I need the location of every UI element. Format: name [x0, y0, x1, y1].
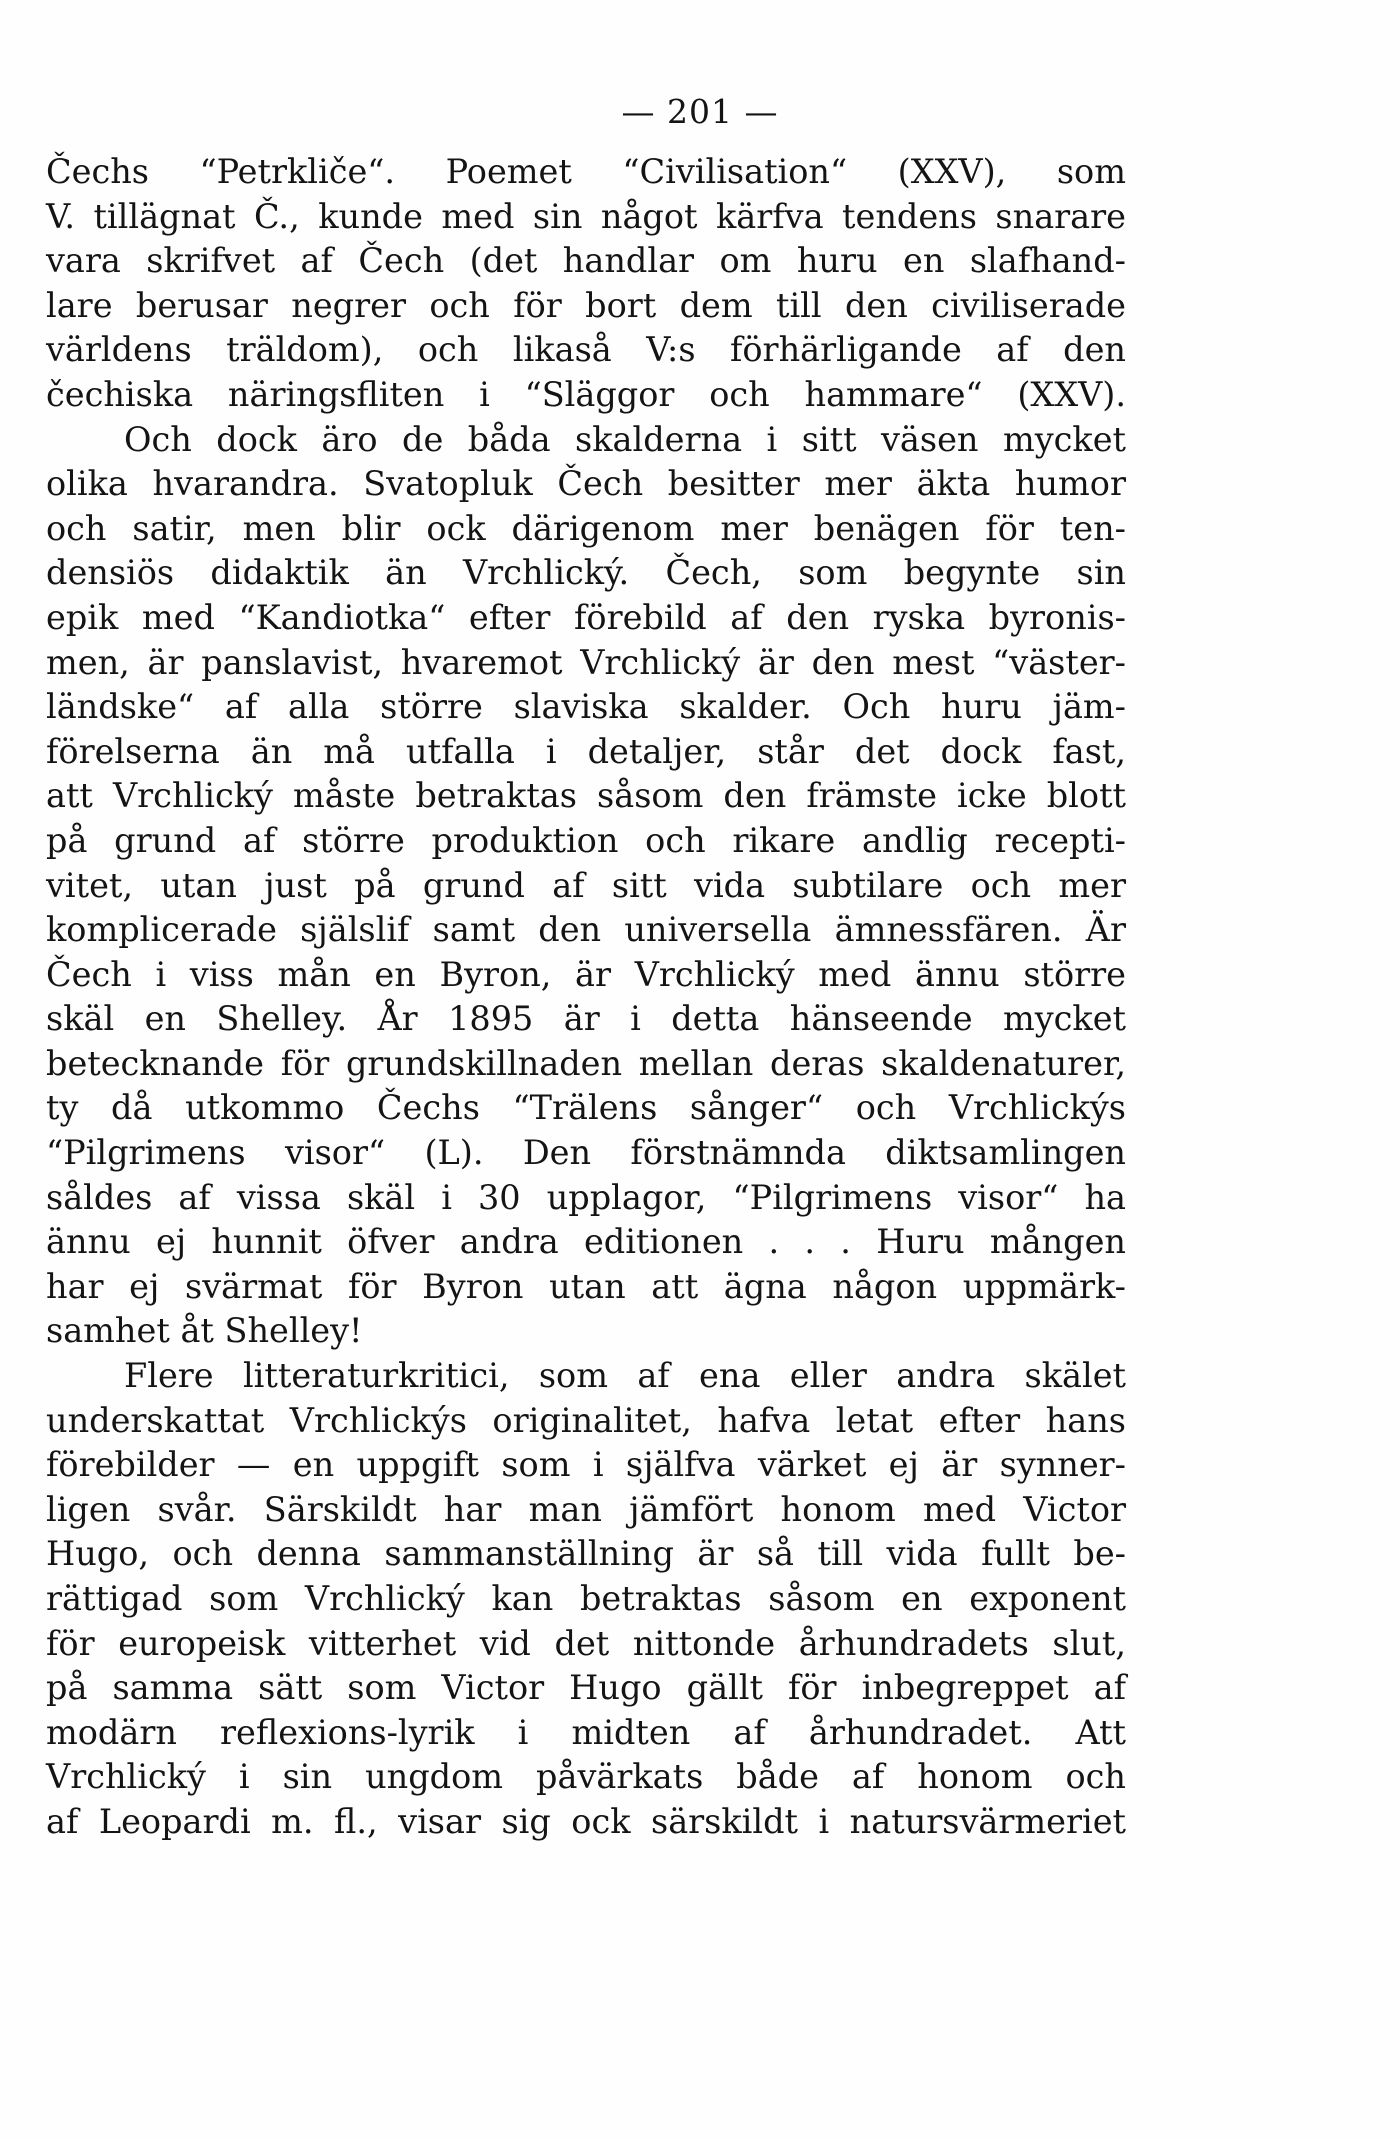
text-line: epik med “Kandiotka“ efter förebild af den ryska byronis- — [46, 597, 1126, 637]
text-line: betecknande för grundskillnaden mellan deras skaldenaturer, — [46, 1043, 1126, 1083]
text-line: vara skrifvet af Čech (det handlar om huru en slafhand- — [46, 241, 1126, 281]
paragraph-first-line: Och dock äro de båda skalderna i sitt väsen mycket — [124, 419, 1126, 459]
text-line: underskattat Vrchlickýs originalitet, hafva letat efter hans — [46, 1400, 1126, 1440]
text-line: förelserna än må utfalla i detaljer, står det dock fast, — [46, 731, 1126, 771]
text-line: men, är panslavist, hvaremot Vrchlický är den mest “väster- — [46, 642, 1126, 682]
text-line: att Vrchlický måste betraktas såsom den främste icke blott — [46, 776, 1126, 816]
text-line: på samma sätt som Victor Hugo gällt för inbegreppet af — [46, 1668, 1126, 1708]
text-line: ännu ej hunnit öfver andra editionen . . . Huru mången — [46, 1222, 1126, 1262]
page-number: — 201 — — [621, 92, 779, 131]
text-line: V. tillägnat Č., kunde med sin något kärfva tendens snarare — [46, 196, 1126, 236]
body-text — [46, 150, 1126, 1845]
text-line: har ej svärmat för Byron utan att ägna någon uppmärk- — [46, 1266, 1126, 1306]
text-line: modärn reflexions-lyrik i midten af århundradet. Att — [46, 1712, 1126, 1752]
text-line: olika hvarandra. Svatopluk Čech besitter mer äkta humor — [46, 464, 1126, 504]
text-line: världens träldom), och likaså V:s förhärligande af den — [46, 330, 1126, 370]
text-line: på grund af större produktion och rikare andlig recepti- — [46, 820, 1126, 860]
text-line: rättigad som Vrchlický kan betraktas såsom en exponent — [46, 1579, 1126, 1618]
text-line: densiös didaktik än Vrchlický. Čech, som begynte sin — [46, 553, 1126, 593]
text-line: Čechs “Petrkliče“. Poemet “Civilisation“ (XXV), som — [46, 152, 1126, 191]
text-line: “Pilgrimens visor“ (L). Den förstnämnda diktsamlingen — [46, 1133, 1126, 1173]
text-line: lare berusar negrer och för bort dem till den civiliserade — [46, 285, 1126, 325]
text-line: för europeisk vitterhet vid det nittonde århundradets slut, — [46, 1623, 1126, 1663]
text-line: čechiska näringsfliten i “Släggor och hammare“ (XXV). — [46, 374, 1126, 414]
text-line: såldes af vissa skäl i 30 upplagor, “Pilgrimens visor“ ha — [46, 1177, 1126, 1217]
text-line: skäl en Shelley. År 1895 är i detta hänseende mycket — [46, 999, 1126, 1039]
paragraph-first-line: Flere litteraturkritici, som af ena eller andra skälet — [124, 1356, 1126, 1396]
text-line: af Leopardi m. fl., visar sig ock särskildt i natursvärmeriet — [46, 1801, 1126, 1841]
text-line: komplicerade själslif samt den universella ämnessfären. Är — [46, 910, 1126, 950]
text-line: Čech i viss mån en Byron, är Vrchlický med ännu större — [46, 954, 1126, 994]
text-line: Hugo, och denna sammanställning är så till vida fullt be- — [46, 1534, 1126, 1574]
text-line: förebilder — en uppgift som i själfva värket ej är synner- — [46, 1445, 1126, 1485]
text-line: vitet, utan just på grund af sitt vida subtilare och mer — [46, 865, 1126, 905]
text-line: ländske“ af alla större slaviska skalder. Och huru jäm- — [46, 687, 1126, 727]
text-line: och satir, men blir ock därigenom mer benägen för ten- — [46, 508, 1126, 548]
text-line: ligen svår. Särskildt har man jämfört honom med Victor — [46, 1489, 1126, 1529]
text-line: Vrchlický i sin ungdom påvärkats både af honom och — [46, 1757, 1126, 1797]
paragraph-last-line: samhet åt Shelley! — [46, 1311, 363, 1351]
text-line: ty då utkommo Čechs “Trälens sånger“ och Vrchlickýs — [46, 1088, 1126, 1128]
